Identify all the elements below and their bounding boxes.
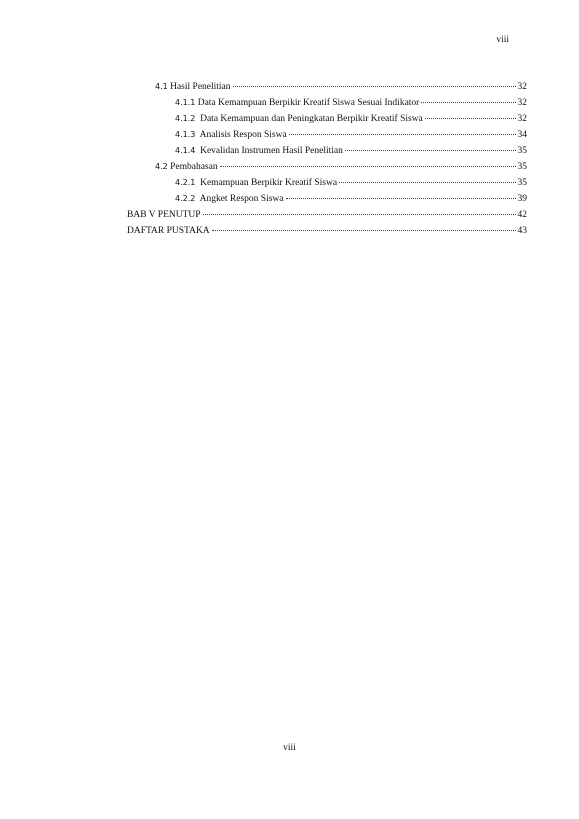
toc-entry-page: 42 (517, 210, 527, 220)
dot-leader (345, 150, 516, 151)
dot-leader (220, 166, 516, 167)
toc-entry-number: 4.1.2 (175, 114, 196, 123)
toc-entry-number: 4.1.1 (175, 98, 196, 107)
dot-leader (339, 182, 515, 183)
toc-entry-page: 32 (517, 82, 527, 92)
dot-leader (203, 214, 516, 215)
toc-entry-4-1-4[interactable] (127, 146, 527, 162)
toc-entry-page: 32 (517, 98, 527, 108)
toc-entry-title: Kemampuan Berpikir Kreatif Siswa (195, 178, 338, 188)
toc-entry-number: 4.2.2 (175, 194, 196, 203)
toc-entry-page: 39 (517, 194, 527, 204)
dot-leader (212, 230, 516, 231)
toc-entry-title: Hasil Penelitian (167, 82, 231, 92)
dot-leader (233, 86, 516, 87)
toc-entry-daftar-pustaka[interactable] (127, 226, 527, 242)
toc-entry-number: 4.2 (155, 162, 168, 171)
toc-entry-title: Pembahasan (167, 162, 218, 172)
toc-entry-title: BAB V PENUTUP (127, 210, 201, 220)
table-of-contents (127, 82, 527, 242)
toc-entry-title: Kevalidan Instrumen Hasil Penelitian (195, 146, 343, 156)
dot-leader (421, 102, 515, 103)
toc-entry-page: 43 (517, 226, 527, 236)
toc-entry-page: 35 (517, 146, 527, 156)
toc-entry-number: 4.1.4 (175, 146, 196, 155)
dot-leader (425, 118, 516, 119)
toc-entry-title: DAFTAR PUSTAKA (127, 226, 210, 236)
toc-entry-page: 35 (517, 178, 527, 188)
toc-entry-title: Data Kemampuan Berpikir Kreatif Siswa Sesuai Indikator (195, 98, 420, 108)
toc-entry-bab-v[interactable] (127, 210, 527, 226)
toc-entry-page: 34 (517, 130, 527, 140)
toc-entry-4-1-1[interactable] (127, 98, 527, 114)
page-footer-number: viii (283, 743, 296, 753)
toc-entry-4-1[interactable] (127, 82, 527, 98)
toc-entry-page: 32 (517, 114, 527, 124)
toc-entry-4-2-2[interactable] (127, 194, 527, 210)
toc-entry-4-2[interactable] (127, 162, 527, 178)
toc-entry-4-1-3[interactable] (127, 130, 527, 146)
toc-entry-title: Angket Respon Siswa (195, 194, 284, 204)
toc-entry-number: 4.1 (155, 82, 168, 91)
page-header-number: viii (496, 35, 509, 45)
toc-entry-number: 4.2.1 (175, 178, 196, 187)
toc-entry-4-1-2[interactable] (127, 114, 527, 130)
toc-entry-4-2-1[interactable] (127, 178, 527, 194)
dot-leader (289, 134, 516, 135)
toc-entry-page: 35 (517, 162, 527, 172)
dot-leader (286, 198, 516, 199)
toc-entry-number: 4.1.3 (175, 130, 196, 139)
toc-entry-title: Analisis Respon Siswa (195, 130, 287, 140)
toc-entry-title: Data Kemampuan dan Peningkatan Berpikir Kreatif Siswa (195, 114, 423, 124)
